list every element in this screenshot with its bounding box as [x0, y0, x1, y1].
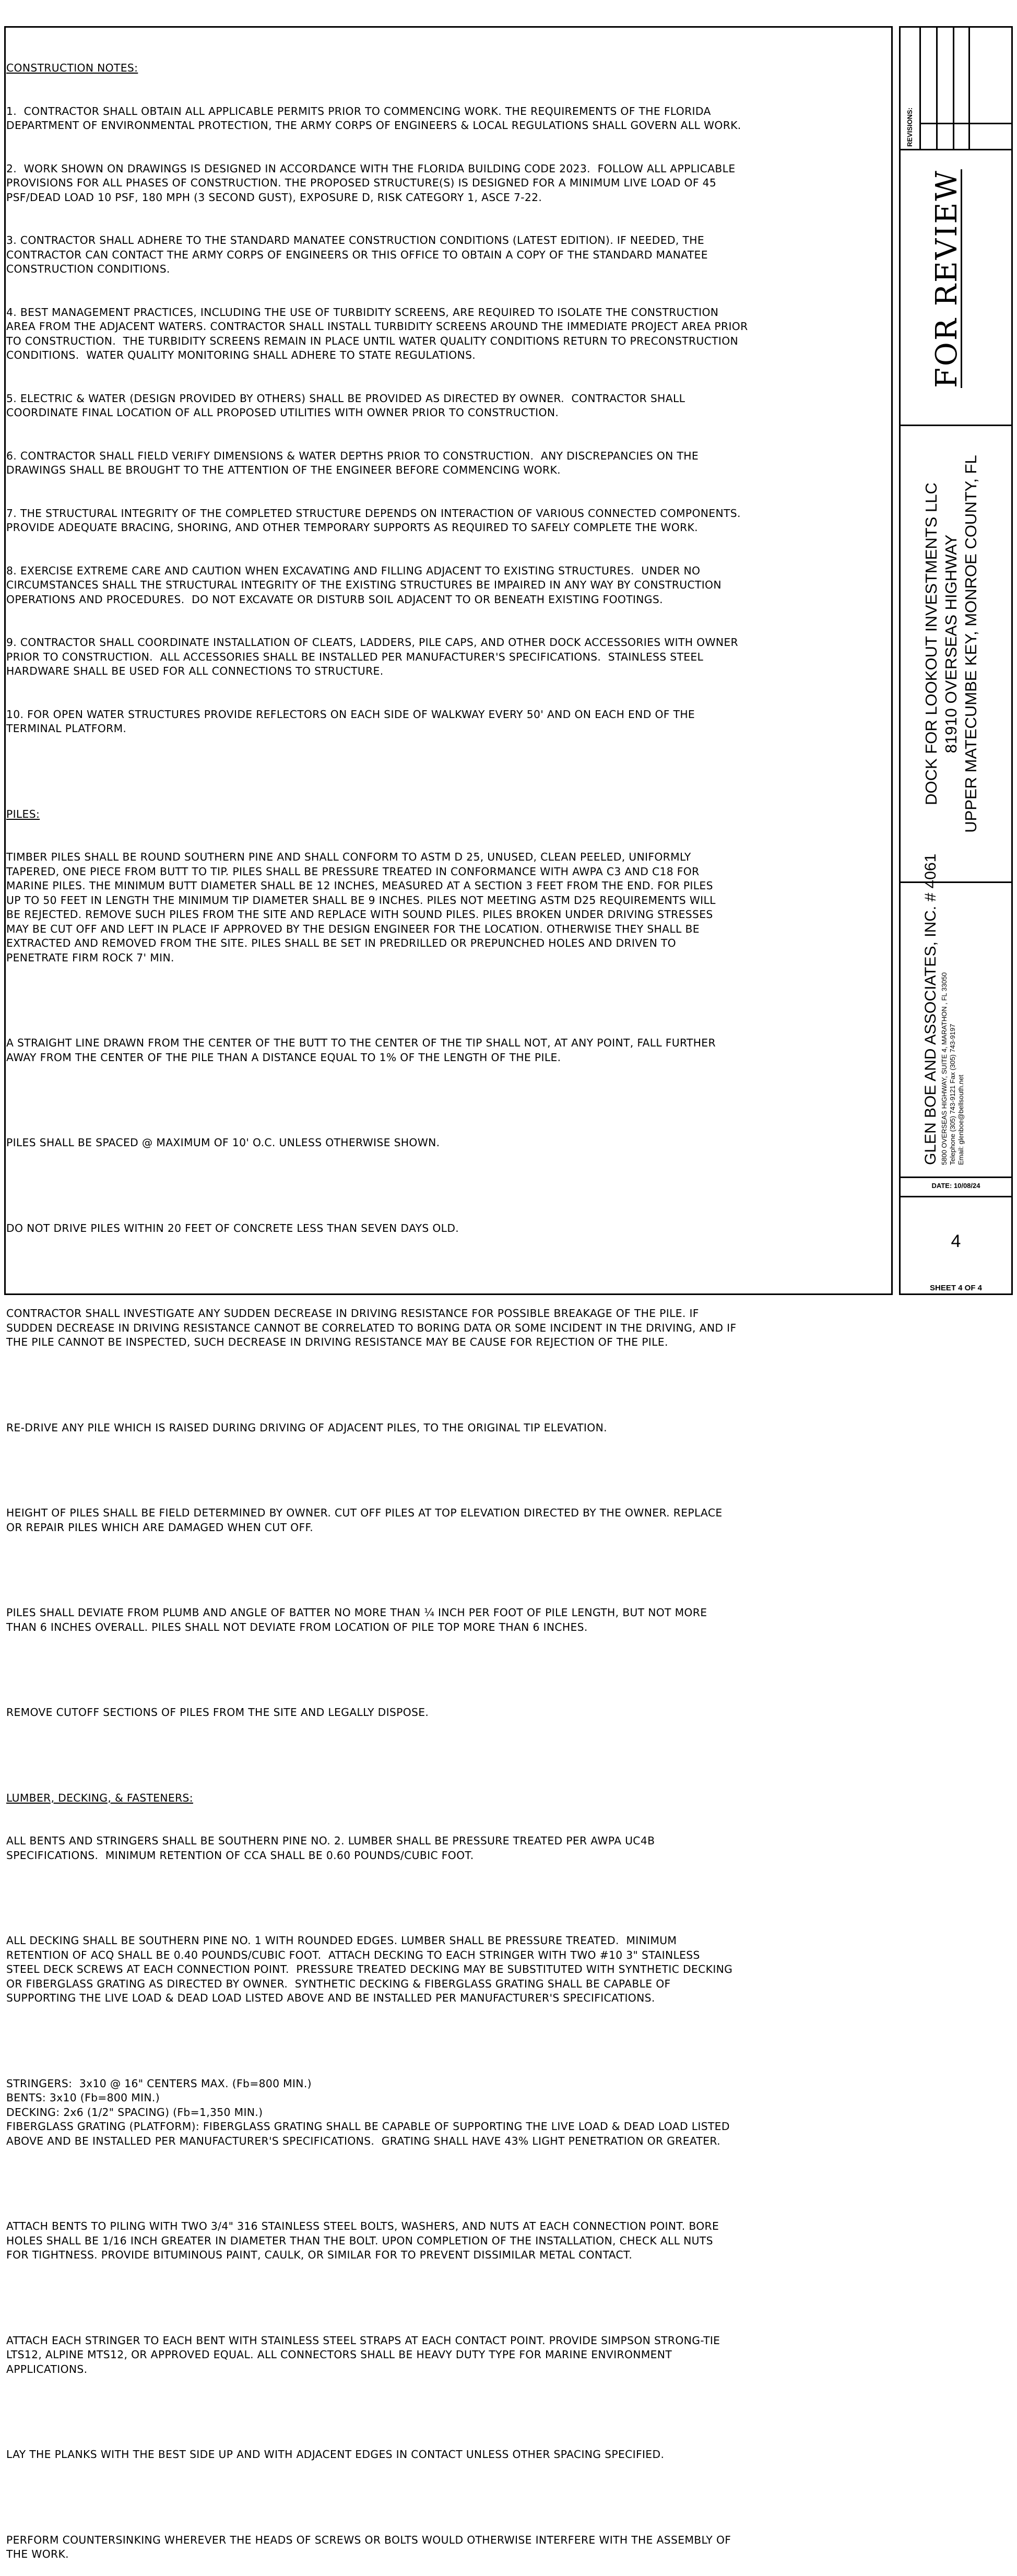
project-name: DOCK FOR LOOKOUT INVESTMENTS LLC [922, 483, 940, 805]
piles-note: PILES SHALL DEVIATE FROM PLUMB AND ANGLE OF BATTER NO MORE THAN ¼ INCH PER FOOT OF PILE LENGTH, BUT NOT MORE THAN 6 INCHES OVERALL. PILES SHALL NOT DEVIATE FROM LOCATION OF PILE TOP MORE THAN 6 INCHES. [6, 1606, 707, 1633]
lumber-note: ATTACH BENTS TO PILING WITH TWO 3/4" 316 STAINLESS STEEL BOLTS, WASHERS, AND NUTS AT EACH CONNECTION POINT. BORE HOLES SHALL BE 1/16 INCH GREATER IN DIAMETER THAN THE BOLT. UPON COMPLETION OF THE INSTALLATION, CHECK ALL NUTS FOR TIGHTNESS. PROVIDE BITUMINOUS PAINT, CAULK, OR SIMILAR FOR TO PREVENT DISSIMILAR METAL CONTACT. [6, 2220, 719, 2261]
construction-note-10: 10. FOR OPEN WATER STRUCTURES PROVIDE REFLECTORS ON EACH SIDE OF WALKWAY EVERY 50' AND ON EACH END OF THE TERMINAL PLATFORM. [6, 708, 695, 735]
lumber-note: ALL BENTS AND STRINGERS SHALL BE SOUTHERN PINE NO. 2. LUMBER SHALL BE PRESSURE TREATED PER AWPA UC4B SPECIFICATIONS. MINIMUM RETENTION OF CCA SHALL BE 0.60 POUNDS/CUBIC FOOT. [6, 1834, 655, 1862]
firm-address: 5800 OVERSEAS HIGHWAY, SUITE 4, MARATHON , FL 33050 [940, 972, 948, 1165]
piles-note: PILES SHALL BE SPACED @ MAXIMUM OF 10' O.C. UNLESS OTHERWISE SHOWN. [6, 1136, 440, 1149]
project-title [921, 440, 981, 848]
construction-note-3: 3. CONTRACTOR SHALL ADHERE TO THE STANDARD MANATEE CONSTRUCTION CONDITIONS (LATEST EDITION). IF NEEDED, THE CONTRACTOR CAN CONTACT THE ARMY CORPS OF ENGINEERS OR THIS OFFICE TO OBTAIN A COPY OF THE STANDARD MANATEE CONSTRUCTION CONDITIONS. [6, 234, 708, 275]
lumber-heading: LUMBER, DECKING, & FASTENERS: [6, 1791, 193, 1804]
sheet-count: SHEET 4 OF 4 [929, 1284, 983, 1292]
construction-notes-heading: CONSTRUCTION NOTES: [6, 62, 138, 74]
firm-phone: Telephone (305) 743-9121 Fax (305) 743-9197 [949, 1024, 956, 1165]
construction-note-6: 6. CONTRACTOR SHALL FIELD VERIFY DIMENSIONS & WATER DEPTHS PRIOR TO CONSTRUCTION. ANY DISCREPANCIES ON THE DRAWINGS SHALL BE BROUGHT TO THE ATTENTION OF THE ENGINEER BEFORE COMMENCING WORK. [6, 449, 699, 476]
construction-note-2: 2. WORK SHOWN ON DRAWINGS IS DESIGNED IN ACCORDANCE WITH THE FLORIDA BUILDING CODE 2023. FOLLOW ALL APPLICABLE PROVISIONS FOR ALL PHASES OF CONSTRUCTION. THE PROPOSED STRUCTURE(S) IS DESIGNED FOR A MINIMUM LIVE LOAD OF 45 PSF/DEAD LOAD 10 PSF, 180 MPH (3 SECOND GUST), EXPOSURE D, RISK CATEGORY 1, ASCE 7-22. [6, 162, 736, 204]
title-block-divider [901, 149, 1011, 150]
revisions-row-line [919, 123, 1011, 124]
construction-note-5: 5. ELECTRIC & WATER (DESIGN PROVIDED BY OTHERS) SHALL BE PROVIDED AS DIRECTED BY OWNER. CONTRACTOR SHALL COORDINATE FINAL LOCATION OF ALL PROPOSED UTILITIES WITH OWNER PRIOR TO CONSTRUCTION. [6, 392, 685, 419]
piles-note: TIMBER PILES SHALL BE ROUND SOUTHERN PINE AND SHALL CONFORM TO ASTM D 25, UNUSED, CLEAN PEELED, UNIFORMLY TAPERED, ONE PIECE FROM BUTT TO TIP. PILES SHALL BE PRESSURE TREATED IN CONFORMANCE WITH AWPA C3 AND C18 FOR MARINE PILES. THE MINIMUM BUTT DIAMETER SHALL BE 12 INCHES, MEASURED AT A SECTION 3 FEET FROM THE END. FOR PILES UP TO 50 FEET IN LENGTH THE MINIMUM TIP DIAMETER SHALL BE 9 INCHES. PILES NOT MEETING ASTM D25 REQUIREMENTS WILL BE REJECTED. REMOVE SUCH PILES FROM THE SITE AND REPLACE WITH SOUND PILES. PILES BROKEN UNDER DRIVING STRESSES MAY BE CUT OFF AND LEFT IN PLACE IF APPROVED BY THE DESIGN ENGINEER FOR THE LOCATION. OTHERWISE THEY SHALL BE EXTRACTED AND REMOVED FROM THE SITE. PILES SHALL BE SET IN PREDRILLED OR PREPUNCHED HOLES AND DRIVEN TO PENETRATE FIRM ROCK 7' MIN. [6, 851, 716, 964]
revisions-column [968, 28, 970, 149]
revisions-column [953, 28, 954, 149]
for-review-stamp: FOR REVIEW [930, 169, 964, 388]
lumber-note: PERFORM COUNTERSINKING WHEREVER THE HEADS OF SCREWS OR BOLTS WOULD OTHERWISE INTERFERE WITH THE ASSEMBLY OF THE WORK. [6, 2533, 731, 2560]
construction-note-9: 9. CONTRACTOR SHALL COORDINATE INSTALLATION OF CLEATS, LADDERS, PILE CAPS, AND OTHER DOCK ACCESSORIES WITH OWNER PRIOR TO CONSTRUCTION. ALL ACCESSORIES SHALL BE INSTALLED PER MANUFACTURER'S SPECIFICATIONS. STAINLESS STEEL HARDWARE SHALL BE USED FOR ALL CONNECTIONS TO STRUCTURE. [6, 636, 738, 677]
sheet-number: 4 [951, 1231, 961, 1251]
revisions-column [936, 28, 938, 149]
piles-note: CONTRACTOR SHALL INVESTIGATE ANY SUDDEN DECREASE IN DRIVING RESISTANCE FOR POSSIBLE BREAKAGE OF THE PILE. IF SUDDEN DECREASE IN DRIVING RESISTANCE CANNOT BE CORRELATED TO BORING DATA OR SOME INCIDENT IN THE DRIVING, AND IF THE PILE CANNOT BE INSPECTED, SUCH DECREASE IN DRIVING RESISTANCE MAY BE CAUSE FOR REJECTION OF THE PILE. [6, 1307, 737, 1348]
general-notes [6, 32, 889, 2576]
piles-note: REMOVE CUTOFF SECTIONS OF PILES FROM THE SITE AND LEGALLY DISPOSE. [6, 1706, 429, 1719]
lumber-note: LAY THE PLANKS WITH THE BEST SIDE UP AND WITH ADJACENT EDGES IN CONTACT UNLESS OTHER SPACING SPECIFIED. [6, 2448, 665, 2461]
title-block [899, 26, 1013, 1295]
piles-note: A STRAIGHT LINE DRAWN FROM THE CENTER OF THE BUTT TO THE CENTER OF THE TIP SHALL NOT, AT ANY POINT, FALL FURTHER AWAY FROM THE CENTER OF THE PILE THAN A DISTANCE EQUAL TO 1% OF THE LENGTH OF THE PILE. [6, 1037, 716, 1064]
revisions-divider [919, 28, 921, 149]
construction-note-4: 4. BEST MANAGEMENT PRACTICES, INCLUDING THE USE OF TURBIDITY SCREENS, ARE REQUIRED TO ISOLATE THE CONSTRUCTION AREA FROM THE ADJACENT WATERS. CONTRACTOR SHALL INSTALL TURBIDITY SCREENS AROUND THE IMMEDIATE PROJECT AREA PRIOR TO CONSTRUCTION. THE TURBIDITY SCREENS REMAIN IN PLACE UNTIL WATER QUALITY CONDITIONS RETURN TO PRECONSTRUCTION CONDITIONS. WATER QUALITY MONITORING SHALL ADHERE TO STATE REGULATIONS. [6, 305, 748, 361]
piles-note: HEIGHT OF PILES SHALL BE FIELD DETERMINED BY OWNER. CUT OFF PILES AT TOP ELEVATION DIRECTED BY THE OWNER. REPLACE OR REPAIR PILES WHICH ARE DAMAGED WHEN CUT OFF. [6, 1507, 723, 1534]
date-label: DATE: 10/08/24 [931, 1182, 980, 1190]
title-block-divider [901, 1177, 1011, 1178]
lumber-note: ATTACH EACH STRINGER TO EACH BENT WITH STAINLESS STEEL STRAPS AT EACH CONTACT POINT. PROVIDE SIMPSON STRONG-TIE LTS12, ALPINE MTS12, OR APPROVED EQUAL. ALL CONNECTORS SHALL BE HEAVY DUTY TYPE FOR MARINE ENVIRONMENT APPLICATIONS. [6, 2334, 720, 2375]
title-block-divider [901, 1196, 1011, 1197]
revisions-label: REVISIONS: [906, 107, 914, 147]
firm-name: GLEN BOE AND ASSOCIATES, INC. # 4061 [922, 853, 939, 1165]
construction-note-8: 8. EXERCISE EXTREME CARE AND CAUTION WHEN EXCAVATING AND FILLING ADJACENT TO EXISTING STRUCTURES. UNDER NO CIRCUMSTANCES SHALL THE STRUCTURAL INTEGRITY OF THE EXISTING STRUCTURES BE IMPAIRED IN ANY WAY BY CONSTRUCTION OPERATIONS AND PROCEDURES. DO NOT EXCAVATE OR DISTURB SOIL ADJACENT TO OR BENEATH EXISTING FOOTINGS. [6, 564, 722, 606]
piles-heading: PILES: [6, 807, 40, 820]
title-block-divider [901, 425, 1011, 426]
project-address: 81910 OVERSEAS HIGHWAY [942, 534, 960, 754]
firm-info [921, 854, 965, 1165]
piles-note: DO NOT DRIVE PILES WITHIN 20 FEET OF CONCRETE LESS THAN SEVEN DAYS OLD. [6, 1221, 459, 1234]
project-location: UPPER MATECUMBE KEY, MONROE COUNTY, FL [962, 455, 980, 833]
construction-note-7: 7. THE STRUCTURAL INTEGRITY OF THE COMPLETED STRUCTURE DEPENDS ON INTERACTION OF VARIOUS CONNECTED COMPONENTS. PROVIDE ADEQUATE BRACING, SHORING, AND OTHER TEMPORARY SUPPORTS AS REQUIRED TO SAFELY COMPLETE THE WORK. [6, 507, 741, 534]
construction-note-1: 1. CONTRACTOR SHALL OBTAIN ALL APPLICABLE PERMITS PRIOR TO COMMENCING WORK. THE REQUIREMENTS OF THE FLORIDA DEPARTMENT OF ENVIRONMENTAL PROTECTION, THE ARMY CORPS OF ENGINEERS & LOCAL REGULATIONS SHALL GOVERN ALL WORK. [6, 104, 741, 132]
lumber-note: ALL DECKING SHALL BE SOUTHERN PINE NO. 1 WITH ROUNDED EDGES. LUMBER SHALL BE PRESSURE TREATED. MINIMUM RETENTION OF ACQ SHALL BE 0.40 POUNDS/CUBIC FOOT. ATTACH DECKING TO EACH STRINGER WITH TWO #10 3" STAINLESS STEEL DECK SCREWS AT EACH CONNECTION POINT. PRESSURE TREATED DECKING MAY BE SUBSTITUTED WITH SYNTHETIC DECKING OR FIBERGLASS GRATING AS DIRECTED BY OWNER. SYNTHETIC DECKING & FIBERGLASS GRATING SHALL BE CAPABLE OF SUPPORTING THE LIVE LOAD & DEAD LOAD LISTED ABOVE AND BE INSTALLED PER MANUFACTURER'S SPECIFICATIONS. [6, 1934, 733, 2004]
firm-email: Email: glenboe@bellsouth.net [957, 1075, 965, 1165]
lumber-note: STRINGERS: 3x10 @ 16" CENTERS MAX. (Fb=800 MIN.) BENTS: 3x10 (Fb=800 MIN.) DECKING: 2x6 (1/2" SPACING) (Fb=1,350 MIN.) FIBERGLASS GRATING (PLATFORM): FIBERGLASS GRATING SHALL BE CAPABLE OF SUPPORTING THE LIVE LOAD & DEAD LOAD LISTED ABOVE AND BE INSTALLED PER MANUFACTURER'S SPECIFICATIONS. GRATING SHALL HAVE 43% LIGHT PENETRATION OR GREATER. [6, 2077, 730, 2147]
piles-note: RE-DRIVE ANY PILE WHICH IS RAISED DURING DRIVING OF ADJACENT PILES, TO THE ORIGINAL TIP ELEVATION. [6, 1421, 607, 1434]
